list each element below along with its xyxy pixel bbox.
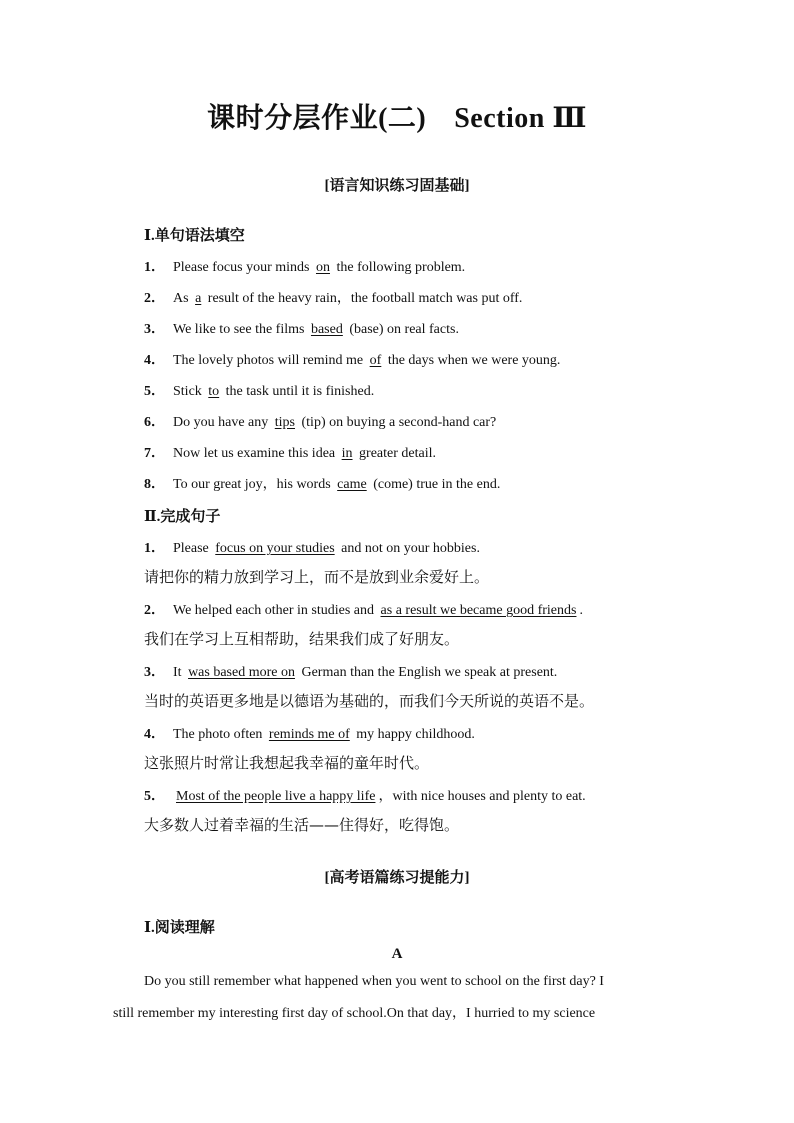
chinese-translation: 这张照片时常让我想起我幸福的童年时代。: [144, 754, 430, 772]
item-answer: of: [369, 353, 382, 368]
sentence-item: [144, 723, 475, 743]
item-number: 1．: [144, 260, 165, 275]
item-number: 7．: [144, 446, 165, 461]
item-number: 2．: [144, 603, 165, 618]
sentence-item: [144, 599, 583, 619]
item-answer: to: [208, 384, 220, 399]
item-answer: was based more on: [188, 665, 295, 680]
item-text: my happy childhood.: [352, 727, 475, 742]
item-text: The lovely photos will remind me: [173, 353, 367, 368]
item-number: 5．: [144, 789, 165, 804]
title-section: Section Ⅲ: [454, 103, 587, 134]
part-label-grammar-fill: Ⅰ.单句语法填空: [144, 228, 245, 244]
exercise-item: [144, 349, 560, 369]
item-text: Do you have any: [173, 415, 272, 430]
part-label-reading: Ⅰ.阅读理解: [144, 920, 215, 936]
item-text: (tip) on buying a second-hand car?: [298, 415, 497, 430]
section-heading-reading: [高考语篇练习提能力]: [324, 870, 470, 886]
item-number: 4．: [144, 727, 165, 742]
item-text: As: [173, 291, 193, 306]
item-text: ，with nice houses and plenty to eat.: [378, 789, 586, 804]
exercise-item: [144, 442, 436, 462]
item-text: the task until it is finished.: [222, 384, 375, 399]
item-text: the following problem.: [332, 260, 466, 275]
item-text: Please focus your minds: [173, 260, 313, 275]
item-answer: on: [315, 260, 330, 275]
passage-line: still remember my interesting first day of school.On that day，I hurried to my science: [113, 1006, 596, 1021]
item-text: Stick: [173, 384, 206, 399]
item-text: greater detail.: [355, 446, 436, 461]
item-number: 1．: [144, 541, 165, 556]
exercise-item: [144, 318, 459, 338]
item-text: result of the heavy rain，the football match was put off.: [204, 291, 523, 306]
sentence-item: [144, 661, 557, 681]
item-text: (base) on real facts.: [345, 322, 459, 337]
item-text: .: [579, 603, 583, 618]
exercise-item: [144, 411, 496, 431]
item-answer: focus on your studies: [215, 541, 335, 556]
item-answer: in: [341, 446, 353, 461]
item-number: 5．: [144, 384, 165, 399]
item-answer: Most of the people live a happy life: [176, 789, 376, 804]
exercise-item: [144, 380, 374, 400]
chinese-translation: 我们在学习上互相帮助，结果我们成了好朋友。: [144, 630, 460, 648]
sentence-item: [144, 785, 586, 805]
sentence-item: [144, 537, 480, 557]
item-answer: came: [337, 477, 367, 492]
item-answer: reminds me of: [268, 727, 350, 742]
exercise-item: [144, 287, 522, 307]
item-number: 8．: [144, 477, 165, 492]
section-heading-language: [语言知识练习固基础]: [324, 178, 470, 194]
item-text: We like to see the films: [173, 322, 308, 337]
exercise-item: [144, 256, 465, 276]
item-text: and not on your hobbies.: [337, 541, 480, 556]
item-answer: a: [195, 291, 202, 306]
part-label-complete-sentences: Ⅱ.完成句子: [144, 509, 221, 525]
item-number: 4．: [144, 353, 165, 368]
item-text: (come) true in the end.: [369, 477, 501, 492]
item-number: 3．: [144, 665, 165, 680]
item-answer: tips: [274, 415, 295, 430]
chinese-translation: 大多数人过着幸福的生活——住得好，吃得饱。: [144, 816, 460, 834]
chinese-translation: 请把你的精力放到学习上，而不是放到业余爱好上。: [144, 568, 490, 586]
item-text: Now let us examine this idea: [173, 446, 339, 461]
item-text: We helped each other in studies and: [173, 603, 378, 618]
passage-label: A: [391, 946, 403, 962]
item-text: the days when we were young.: [384, 353, 561, 368]
item-number: 6．: [144, 415, 165, 430]
title-main: 课时分层作业(二): [207, 103, 427, 134]
item-text: To our great joy，his words: [173, 477, 335, 492]
item-answer: based: [310, 322, 343, 337]
item-text: It: [173, 665, 186, 680]
page-title: [0, 96, 794, 136]
item-number: 3．: [144, 322, 165, 337]
item-number: 2．: [144, 291, 165, 306]
exercise-item: [144, 473, 500, 493]
item-text: The photo often: [173, 727, 266, 742]
item-answer: as a result we became good friends: [380, 603, 577, 618]
item-text: Please: [173, 541, 213, 556]
passage-line: Do you still remember what happened when you went to school on the first day? I: [144, 974, 604, 989]
item-text: German than the English we speak at present.: [297, 665, 558, 680]
chinese-translation: 当时的英语更多地是以德语为基础的，而我们今天所说的英语不是。: [144, 692, 595, 710]
